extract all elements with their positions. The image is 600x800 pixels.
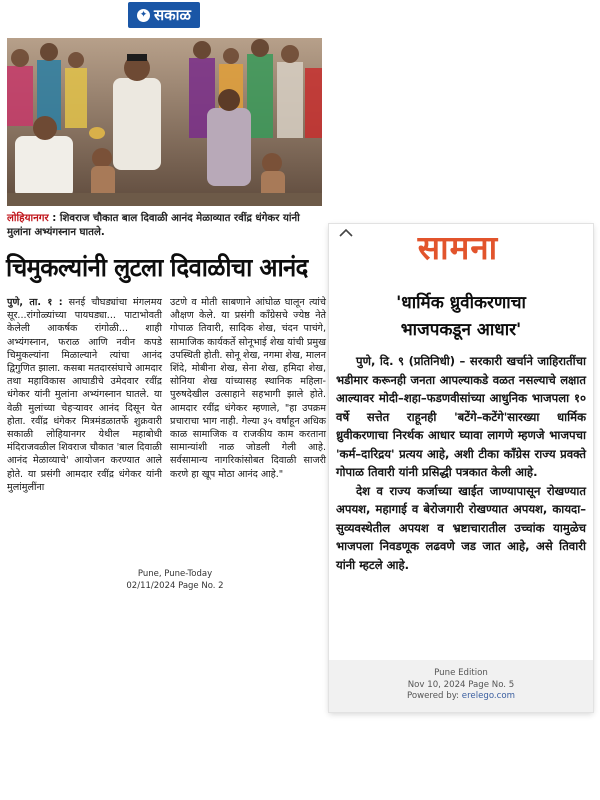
saamana-footer-powered (329, 691, 593, 703)
saamana-headline-line-1: 'धार्मिक ध्रुवीकरणाचा (396, 293, 526, 313)
sakal-logo-mark-icon: ✦ (137, 9, 150, 22)
saamana-paragraph-2: देश व राज्य कर्जाच्या खाईत जाण्यापासून रोखण्यात अपयश, महागाई व बेरोजगारी रोखण्यात अपयश, कायदा–सुव्यवस्थेतील अपयश व भ्रष्टाचारातील उच्चांक यामुळेच भाजपला निवडणूक लढवणे जड जात आहे, असे तिवारी यांनी म्हटले आहे. (336, 483, 586, 572)
saamana-headline-line-2: भाजपकडून आधार' (400, 320, 522, 340)
sakal-logo-text: सकाळ (154, 6, 191, 24)
sakal-headline: चिमुकल्यांनी लुटला दिवाळीचा आनंद (6, 253, 308, 282)
saamana-logo: सामना (417, 228, 499, 267)
caption-location: लोहियानगर (7, 213, 49, 224)
chevron-up-icon (339, 228, 353, 237)
sakal-dateline: पुणे, ता. १ : (7, 297, 63, 308)
sakal-logo (128, 2, 200, 28)
photo-illustration (7, 38, 322, 206)
powered-by-link[interactable]: erelego.com (461, 691, 516, 701)
sakal-footer-edition: Pune, Pune-Today (137, 569, 213, 579)
news-photo (7, 38, 322, 206)
saamana-source-footer (329, 660, 593, 712)
caption-text: : शिवराज चौकात बाल दिवाळी आनंद मेळाव्यात रवींद्र धंगेकर यांनी मुलांना अभ्यंगस्नान घातले. (7, 213, 300, 238)
sakal-source-footer (120, 568, 230, 592)
sakal-article-column-2: उटणे व मोती साबणाने आंघोळ घालून त्यांचे औक्षण केले. या प्रसंगी काँग्रेसचे ज्येष्ठ नेते गोपाळ तिवारी, सादिक शेख, चंदन पाचंगे, सामाजिक कार्यकर्ते सोनूभाई शेख यांची प्रमुख उपस्थिती होती. सोनू शेख, नगमा शेख, मालन शिंदे, मोबीना शेख, सेना शेख, हमिदा शेख, सोनिया शेख यांच्यासह स्थानिक महिला-पुरुषदेखील उत्साहाने सहभागी झाले होते. आमदार रवींद्र धंगेकर म्हणाले, "हा उपक्रम प्रचाराचा भाग नाही. गेल्या ३५ वर्षांहून अधिक काळ सामाजिक व राजकीय काम करताना सामान्यांशी नाळ जोडली गेली आहे. सर्वसामान्य नागरिकांसोबत दिवाळी साजरी करणे हा खूप मोठा आनंद आहे." (170, 297, 326, 480)
sakal-col1-text: सनई चौघड्यांचा मंगलमय सूर...रांगोळ्यांच्या पायघड्या... पाटाभोवती केलेली आकर्षक रांगोळी... शाही अभ्यंगस्नान, फराळ आणि नवीन कपडे चिमुकल्यांना मिळाल्याने त्यांचा आनंद द्विगुणित झाला. कसबा मतदारसंघाचे आमदार तथा महाविकास आघाडीचे उमेदवार रवींद्र धंगेकर यांनी मुलांना अभ्यंगस्नान घातले. या वेळी मुलांच्या चेहऱ्यावर आनंद दिसून येत होता. रवींद्र धंगेकर मित्रमंडळातर्फे शुक्रवारी सकाळी लोहियानगर येथील महाबोधी मंदिराजवळील शिवराज चौकात 'बाल दिवाळी आनंद मेळाव्याचे' आयोजन करण्यात आले होते. या प्रसंगी आमदार रवींद्र धंगेकर यांनी मुलांमुलींना (7, 297, 162, 493)
powered-by-label: Powered by: (406, 691, 462, 701)
saamana-article-body (336, 352, 586, 574)
saamana-headline (335, 290, 587, 344)
sakal-footer-date: 02/11/2024 Page No. 2 (126, 581, 224, 591)
photo-caption (7, 212, 325, 240)
saamana-footer-date: Nov 10, 2024 Page No. 5 (407, 679, 515, 690)
saamana-footer-edition: Pune Edition (434, 668, 488, 678)
collapse-button[interactable] (331, 224, 361, 240)
sakal-article-column-1 (7, 296, 162, 494)
saamana-paragraph-1: पुणे, दि. ९ (प्रतिनिधी) – सरकारी खर्चाने जाहिरातींचा भडीमार करूनही जनता आपल्याकडे वळत नसल्याचे लक्षात आल्यावर मोदी–शहा–फडणवीसांच्या आधुनिक भाजपला १० वर्षे सत्तेत राहूनही 'बटेंगे–कटेंगे'सारख्या धार्मिक ध्रुवीकरणाचा निरर्थक आधार घ्यावा लागणे म्हणजे भाजपचा 'कर्म–दारिद्रय' प्रत्यय आहे, अशी टीका काँग्रेस राज्य प्रवक्ते गोपाळ तिवारी यांनी प्रसिद्धी पत्रकात केली आहे. (336, 354, 586, 479)
